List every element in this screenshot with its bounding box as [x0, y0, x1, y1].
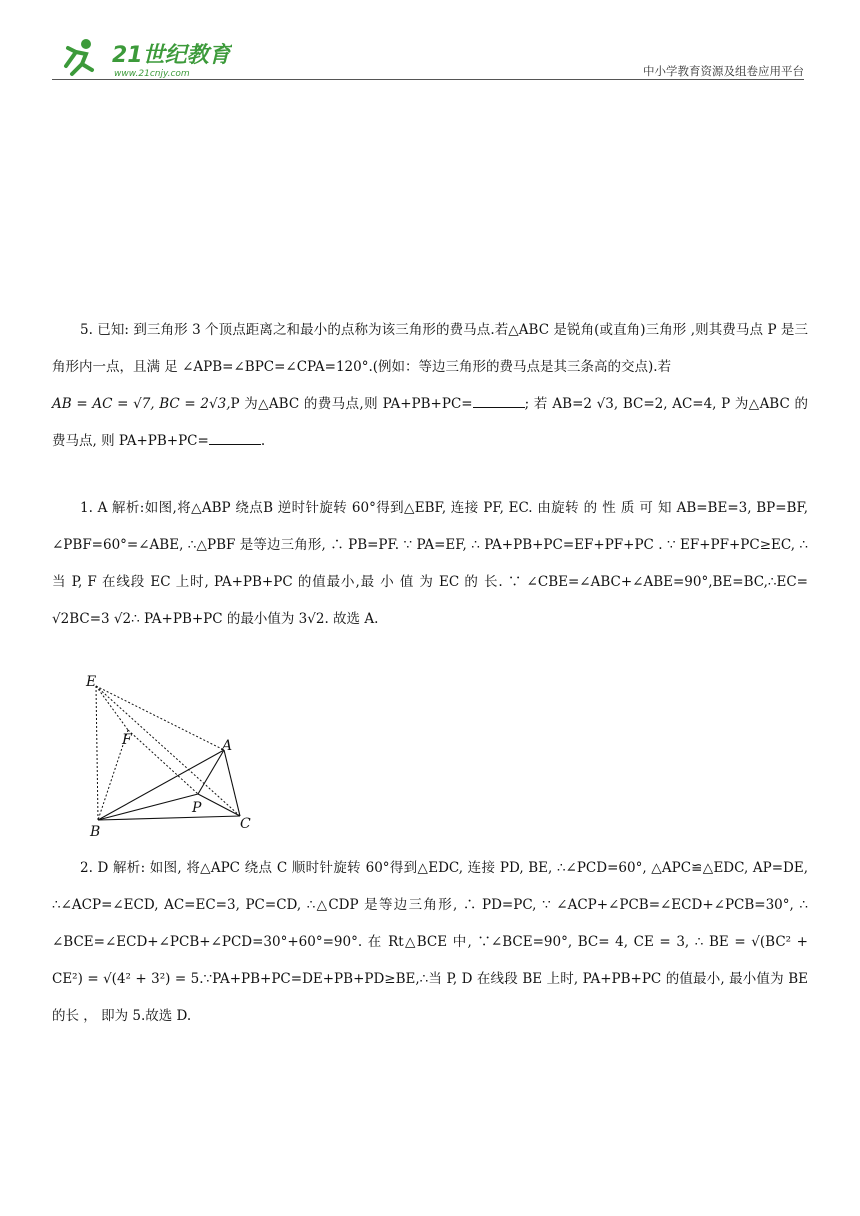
- label-C: C: [240, 816, 251, 832]
- segment-BC: [98, 816, 240, 820]
- header-divider: [52, 79, 804, 80]
- solution-2: 2. D 解析: 如图, 将△APC 绕点 C 顺时针旋转 60°得到△EDC, 连接 PD, BE, ∴∠PCD=60°, △APC≌△EDC, AP=DE, ∴∠ACP=∠ECD, AC=EC=3, PC=CD, ∴△CDP 是等边三角形, ∴ PD=PC, ∵ ∠ACP+∠PCB=∠ECD+∠PCB=30°, ∴ ∠BCE=∠ECD+∠PCB+∠PCD=30°+60°=90°. 在 Rt△BCE 中, ∵∠BCE=90°, BC= 4, CE = 3, ∴ BE = √(BC² + CE²) = √(4² + 3²) = 5.∵PA+PB+PC=DE+PB+PD≥BE,∴当 P, D 在线段 BE 上时, PA+PB+PC 的值最小, 最小值为 BE 的长 ， 即为 5.故选 D.: [52, 860, 808, 1024]
- problem-text: 5. 已知: 到三角形 3 个顶点距离之和最小的点称为该三角形的费马点.若△ABC 是锐角(或直角)三角形 ,则其费马点 P 是三角形内一点，且满 足 ∠APB=∠BPC=∠CPA=120°.(例如：等边三角形的费马点是其三条高的交点).若: [52, 322, 808, 375]
- problem-question-1: P 为△ABC 的费马点,则 PA+PB+PC=: [230, 396, 473, 412]
- segment-EB: [96, 686, 98, 820]
- logo-url: www.21cnjy.com: [114, 69, 190, 79]
- segment-EC: [96, 686, 240, 816]
- label-B: B: [90, 824, 101, 840]
- problem-5: [52, 312, 808, 460]
- geometry-figure: [84, 670, 264, 840]
- runner-icon: [66, 39, 92, 74]
- logo-text: 21世纪教育: [112, 43, 231, 68]
- segment-EF: [96, 686, 128, 730]
- problem-end: .: [260, 433, 266, 449]
- solution-1: 1. A 解析:如图,将△ABP 绕点B 逆时针旋转 60°得到△EBF, 连接 PF, EC. 由旋转 的 性 质 可 知 AB=BE=3, BP=BF, ∠PBF=60°=∠ABE, ∴△PBF 是等边三角形, ∴ PB=PF. ∵ PA=EF, ∴ PA+PB+PC=EF+PF+PC . ∵ EF+PF+PC≥EC, ∴当 P, F 在线段 EC 上时, PA+PB+PC 的值最小,最 小 值 为 EC 的 长. ∵ ∠CBE=∠ABC+∠ABE=90°,BE=BC,∴EC= √2BC=3 √2∴ PA+PB+PC 的最小值为 3√2. 故选 A.: [52, 500, 808, 627]
- segment-EA: [96, 686, 224, 750]
- segment-AC: [224, 750, 240, 816]
- label-E: E: [86, 674, 97, 690]
- problem-question-2: ; 若 AB=2 √3, BC=2, AC=4, P 为△ABC 的费马点, 则 PA+PB+PC=: [52, 396, 808, 449]
- label-A: A: [222, 738, 233, 754]
- answer-blank-1: [473, 395, 525, 408]
- site-logo: [52, 36, 232, 80]
- label-F: F: [122, 732, 132, 748]
- label-P: P: [192, 800, 202, 816]
- segment-BP: [98, 794, 198, 820]
- problem-formula: AB = AC = √7, BC = 2√3,: [52, 396, 231, 412]
- platform-name: 中小学教育资源及组卷应用平台: [643, 64, 804, 78]
- answer-blank-2: [209, 432, 261, 445]
